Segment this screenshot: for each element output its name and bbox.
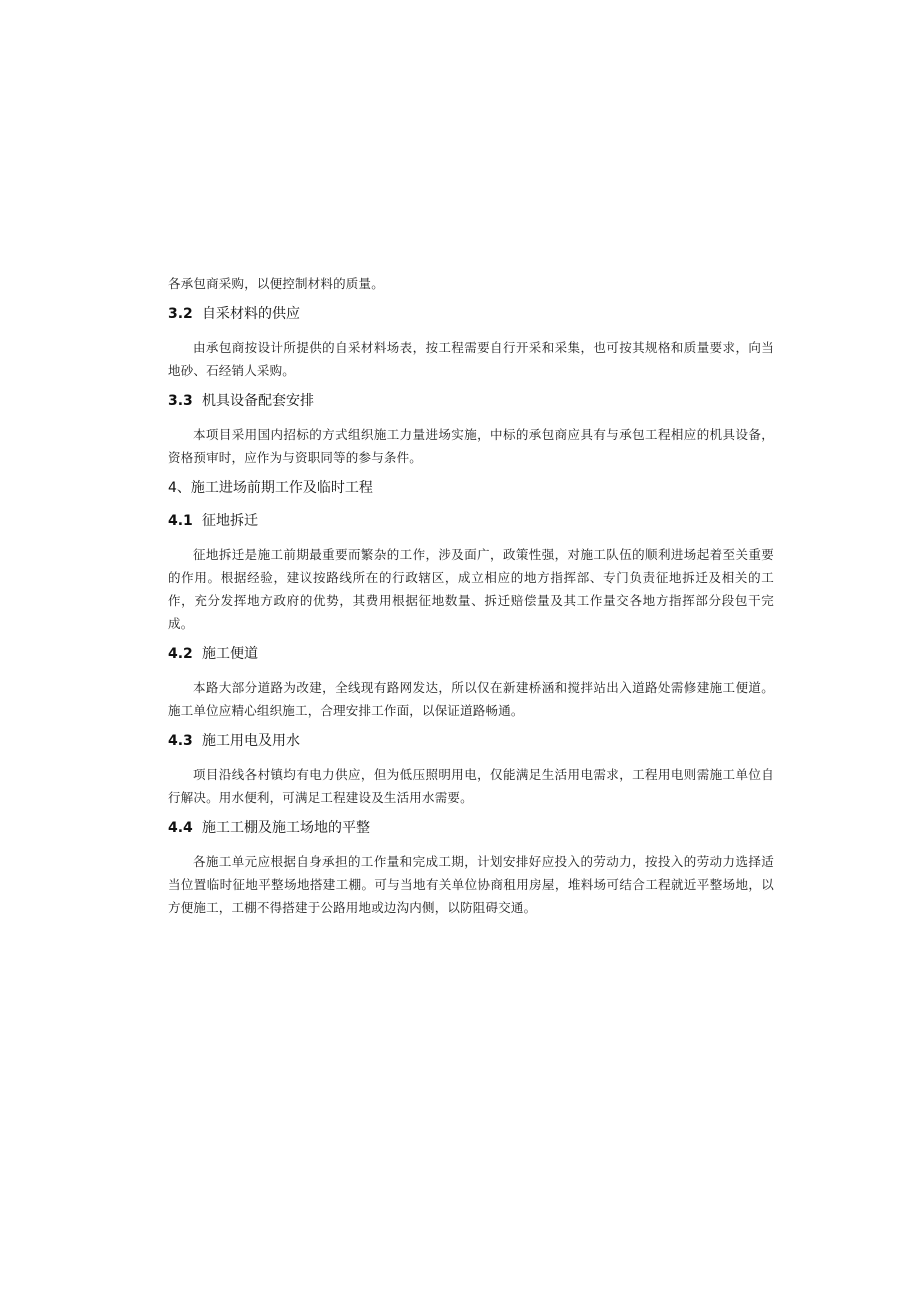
paragraph-3-2: 由承包商按设计所提供的自采材料场表，按工程需要自行开采和采集，也可按其规格和质量要求，向当地砂、石经销人采购。: [168, 340, 774, 378]
heading-3-2: [168, 303, 774, 325]
heading-title: 征地拆迁: [202, 513, 258, 529]
heading-number: 4.1: [168, 513, 193, 529]
paragraph-4-1: 征地拆迁是施工前期最重要而繁杂的工作，涉及面广，政策性强，对施工队伍的顺利进场起着至关重要的作用。根据经验，建议按路线所在的行政辖区，成立相应的地方指挥部、专门负责征地拆迁及相关的工作，充分发挥地方政府的优势，其费用根据征地数量、拆迁赔偿量及其工作量交各地方指挥部分段包干完成。: [168, 547, 774, 631]
heading-4-1: [168, 510, 774, 532]
heading-4: [168, 477, 774, 499]
paragraph-3-3: 本项目采用国内招标的方式组织施工力量进场实施，中标的承包商应具有与承包工程相应的机具设备，资格预审时，应作为与资职同等的参与条件。: [168, 427, 774, 465]
paragraph-4-4: 各施工单元应根据自身承担的工作量和完成工期，计划安排好应投入的劳动力，按投入的劳动力选择适当位置临时征地平整场地搭建工棚。可与当地有关单位协商租用房屋，堆料场可结合工程就近平整场地，以方便施工，工棚不得搭建于公路用地或边沟内侧，以防阻碍交通。: [168, 854, 774, 915]
document-page: [168, 272, 774, 919]
heading-title: 施工工棚及施工场地的平整: [202, 820, 370, 836]
heading-number: 4.2: [168, 646, 193, 662]
heading-4-3: [168, 730, 774, 752]
heading-title: 机具设备配套安排: [202, 393, 314, 409]
heading-4-4: [168, 817, 774, 839]
heading-number: 4.3: [168, 733, 193, 749]
paragraph-continuation: 各承包商采购，以便控制材料的质量。: [168, 276, 384, 291]
heading-title: 施工用电及用水: [202, 733, 300, 749]
heading-title: 施工便道: [202, 646, 258, 662]
heading-3-3: [168, 390, 774, 412]
heading-number: 3.3: [168, 393, 193, 409]
heading-number: 3.2: [168, 306, 193, 322]
heading-title: 4、施工进场前期工作及临时工程: [168, 480, 373, 496]
heading-number: 4.4: [168, 820, 193, 836]
paragraph-4-2: 本路大部分道路为改建，全线现有路网发达，所以仅在新建桥涵和搅拌站出入道路处需修建施工便道。施工单位应精心组织施工，合理安排工作面，以保证道路畅通。: [168, 680, 774, 718]
heading-4-2: [168, 643, 774, 665]
paragraph-4-3: 项目沿线各村镇均有电力供应，但为低压照明用电，仅能满足生活用电需求，工程用电则需施工单位自行解决。用水便利，可满足工程建设及生活用水需要。: [168, 767, 774, 805]
heading-title: 自采材料的供应: [202, 306, 300, 322]
